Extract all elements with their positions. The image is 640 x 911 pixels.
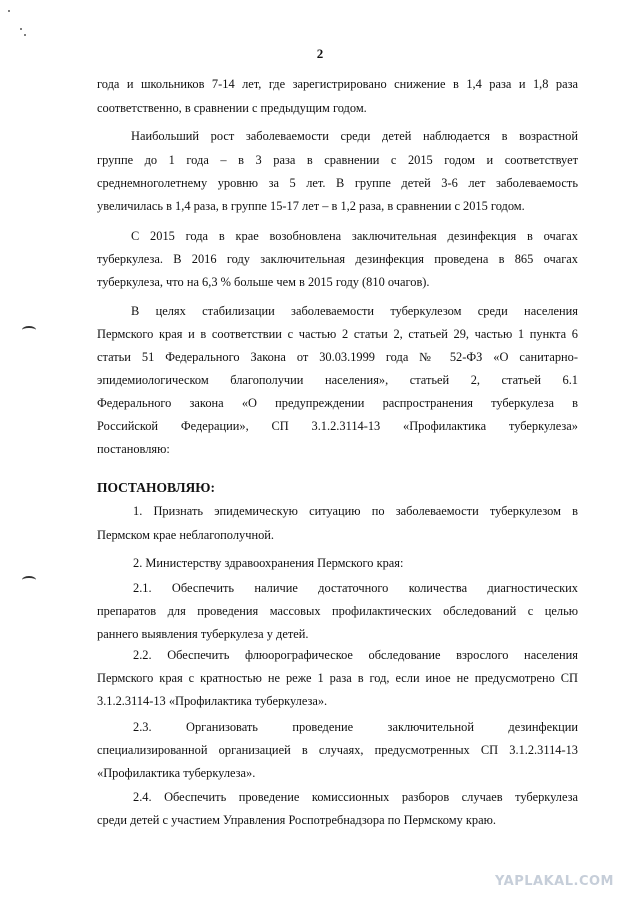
scan-speck	[24, 34, 26, 36]
resolution-item-line: 2.1. Обеспечить наличие достаточного количества диагностических	[133, 581, 578, 595]
body-text-line: группе до 1 года – в 3 раза в сравнении с 2015 годом и соответствует	[97, 153, 578, 167]
resolution-heading: ПОСТАНОВЛЯЮ:	[97, 480, 215, 495]
body-text-line: Федерального закона «О предупреждении распространения туберкулеза в	[97, 396, 578, 410]
resolution-item-line: «Профилактика туберкулеза».	[97, 766, 256, 780]
page-number: 2	[316, 46, 324, 61]
body-text-line: статьи 51 Федерального Закона от 30.03.1999 года № 52-ФЗ «О санитарно-	[97, 350, 578, 364]
punch-hole-mark	[22, 576, 36, 584]
resolution-item-line: 3.1.2.3114-13 «Профилактика туберкулеза».	[97, 694, 328, 708]
body-text-line: среднемноголетнему уровню за 5 лет. В группе детей 3-6 лет заболеваемость	[97, 176, 578, 190]
punch-hole-mark	[22, 326, 36, 334]
resolution-item-line: 2.4. Обеспечить проведение комиссионных разборов случаев туберкулеза	[133, 790, 578, 804]
body-text-line: года и школьников 7-14 лет, где зарегистрировано снижение в 1,4 раза и 1,8 раза	[97, 77, 578, 91]
resolution-item-line: 1. Признать эпидемическую ситуацию по заболеваемости туберкулезом в	[133, 504, 578, 518]
body-text-line: увеличилась в 1,4 раза, в группе 15-17 лет – в 1,2 раза, в сравнении с 2015 годом.	[97, 199, 525, 213]
resolution-item-line: Пермском крае неблагополучной.	[97, 528, 275, 542]
resolution-item-line: 2.2. Обеспечить флюорографическое обследование взрослого населения	[133, 648, 578, 662]
scan-speck	[20, 28, 22, 30]
resolution-item-line: специализированной организацией в случаях, предусмотренных СП 3.1.2.3114-13	[97, 743, 578, 757]
site-watermark: YAPLAKAL.COM	[495, 874, 614, 889]
body-text-line: постановляю:	[97, 442, 170, 456]
scan-speck	[8, 10, 10, 12]
body-text-line: Наибольший рост заболеваемости среди детей наблюдается в возрастной	[131, 129, 578, 143]
resolution-item-line: препаратов для проведения массовых профилактических обследований с целью	[97, 604, 578, 618]
resolution-item-line: Пермского края с кратностью не реже 1 раза в год, если иное не предусмотрено СП	[97, 671, 578, 685]
body-text-line: туберкулеза. В 2016 году заключительная дезинфекция проведена в 865 очагах	[97, 252, 578, 266]
resolution-item-line: 2. Министерству здравоохранения Пермского края:	[133, 556, 404, 570]
resolution-item-line: раннего выявления туберкулеза у детей.	[97, 627, 309, 641]
resolution-item-line: среди детей с участием Управления Роспотребнадзора по Пермскому краю.	[97, 813, 496, 827]
body-text-line: соответственно, в сравнении с предыдущим годом.	[97, 101, 367, 115]
body-text-line: С 2015 года в крае возобновлена заключительная дезинфекция в очагах	[131, 229, 578, 243]
body-text-line: Пермского края и в соответствии с частью 2 статьи 2, статьей 29, частью 1 пункта 6	[97, 327, 578, 341]
body-text-line: эпидемиологическом благополучии населения», статьей 2, статьей 6.1	[97, 373, 578, 387]
resolution-item-line: 2.3. Организовать проведение заключительной дезинфекции	[133, 720, 578, 734]
body-text-line: В целях стабилизации заболеваемости туберкулезом среди населения	[131, 304, 578, 318]
body-text-line: Российской Федерации», СП 3.1.2.3114-13 «Профилактика туберкулеза»	[97, 419, 578, 433]
body-text-line: туберкулеза, что на 6,3 % больше чем в 2015 году (810 очагов).	[97, 275, 430, 289]
